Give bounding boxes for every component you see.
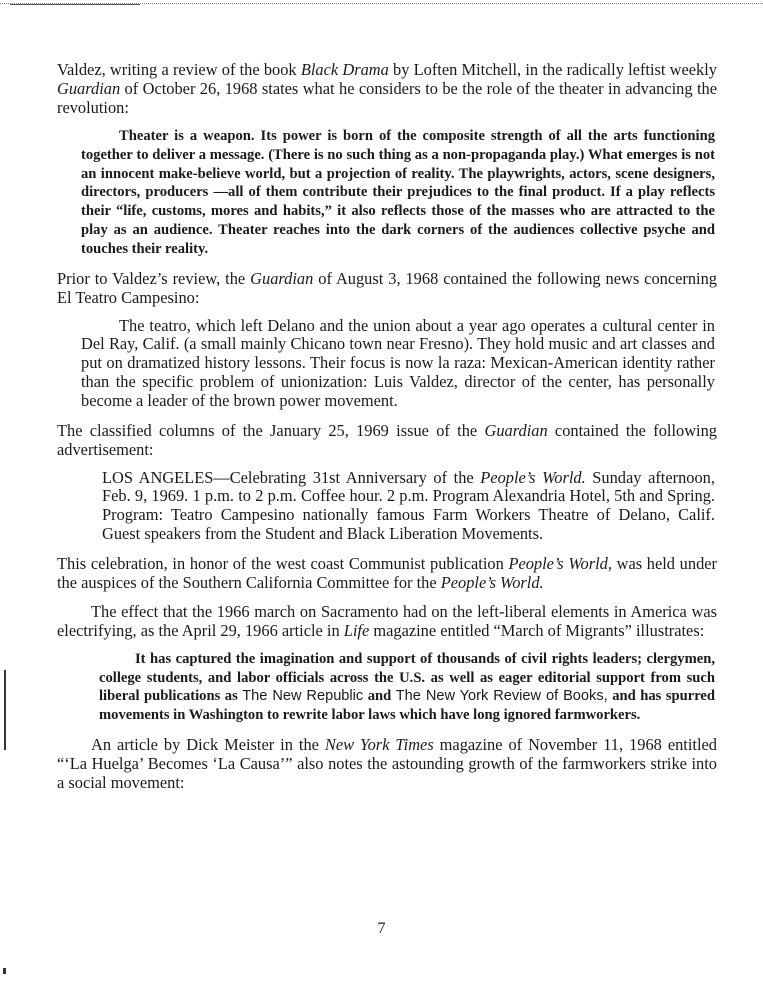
publication-title: People’s World.	[480, 467, 586, 487]
book-title: Black Drama	[300, 60, 389, 79]
publication-title: People’s World.	[440, 572, 544, 592]
text-run: magazine entitled “March of Migrants” illustrates:	[369, 620, 705, 640]
publication-title: People’s World,	[508, 553, 612, 573]
publication-title: Guardian	[57, 79, 121, 98]
text-run: of August 3, 1968 contained the following news concerning El Teatro Campesino:	[57, 268, 717, 307]
publication-title: The New York Review of Books,	[395, 688, 608, 705]
paragraph-prior-review	[57, 269, 717, 307]
text-run: by Loften Mitchell, in the radically leftist weekly	[388, 60, 717, 79]
publication-title: Life	[343, 620, 370, 640]
paragraph-valdez-review	[57, 60, 717, 117]
page-number: 7	[377, 920, 386, 937]
paragraph-classified	[57, 421, 717, 459]
text-run: magazine of November 11, 1968 entitled “‘La Huelga’ Becomes ‘La Causa’” also notes the astounding growth of the farmworkers strike into a social movement:	[57, 734, 717, 792]
text-run: contained the following advertisement:	[57, 420, 717, 459]
text-run: This celebration, in honor of the west coast Communist publication	[57, 553, 509, 573]
text-run: The effect that the 1966 march on Sacramento had on the left-liberal elements in America was electrifying, as the April 29, 1966 article in	[57, 601, 717, 640]
publication-title: Guardian	[250, 268, 314, 288]
text-run: It has captured the imagination and support of thousands of civil rights leaders; clergymen, college students, and labor officials across the U.S. as well as eager editorial support from such liberal publications as	[99, 650, 715, 705]
text-run: LOS ANGELES—Celebrating 31st Anniversary of the	[102, 467, 481, 487]
paragraph-march-effect	[57, 602, 717, 640]
top-rule-mark	[10, 4, 140, 5]
text-run: Sunday afternoon, Feb. 9, 1969. 1 p.m. to 2 p.m. Coffee hour. 2 p.m. Program Alexandria Hotel, 5th and Spring. Program: Teatro Campesino nationally famous Farm Workers Theatre of Delano, Calif. Guest speakers from the Student and Black Liberation Movements.	[102, 467, 715, 543]
text-run: An article by Dick Meister in the	[91, 734, 325, 754]
text-run: and has spurred movements in Washington to rewrite labor laws which have long ignored farmworkers.	[99, 688, 716, 724]
publication-title: New York Times	[324, 734, 434, 754]
text-run: Valdez, writing a review of the book	[57, 60, 301, 79]
block-quote-teatro: The teatro, which left Delano and the union about a year ago operates a cultural center in Del Ray, Calif. (a small mainly Chicano town near Fresno). They hold music and art classes and put on dramatized history lessons. Their focus is now la raza: Mexican-American identity rather than the specific problem of unionization: Luis Valdez, director of the center, has personally become a leader of the brown power movement.	[81, 315, 715, 410]
margin-mark	[4, 670, 6, 750]
text-run: was held under the auspices of the Southern California Committee for the	[57, 553, 717, 592]
text-run: of October 26, 1968 states what he considers to be the role of the theater in advancing the revolution:	[57, 79, 717, 117]
block-quote-advertisement	[102, 469, 715, 544]
margin-dot	[3, 968, 6, 974]
paragraph-meister-article	[57, 735, 717, 792]
block-quote-life	[99, 650, 715, 725]
text-run: and	[363, 688, 396, 705]
page-body	[57, 60, 717, 802]
publication-title: The New Republic	[242, 688, 364, 705]
text-run: The classified columns of the January 25, 1969 issue of the	[57, 420, 485, 440]
block-quote-theater: Theater is a weapon. Its power is born of the composite strength of all the arts functioning together to deliver a message. (There is no such thing as a non-propaganda play.) What emerges is not an innocent make-believe world, but a projection of reality. The playwrights, actors, scene designers, directors, producers —all of them contribute their prejudices to the final product. If a play reflects their “life, customs, mores and habits,” it also reflects those of the masses who are attracted to the play as an audience. Theater reaches into the dark corners of the audiences collective psyche and touches their reality.	[81, 128, 715, 257]
text-run: Prior to Valdez’s review, the	[57, 268, 251, 288]
paragraph-celebration	[57, 554, 717, 592]
publication-title: Guardian	[484, 420, 548, 440]
